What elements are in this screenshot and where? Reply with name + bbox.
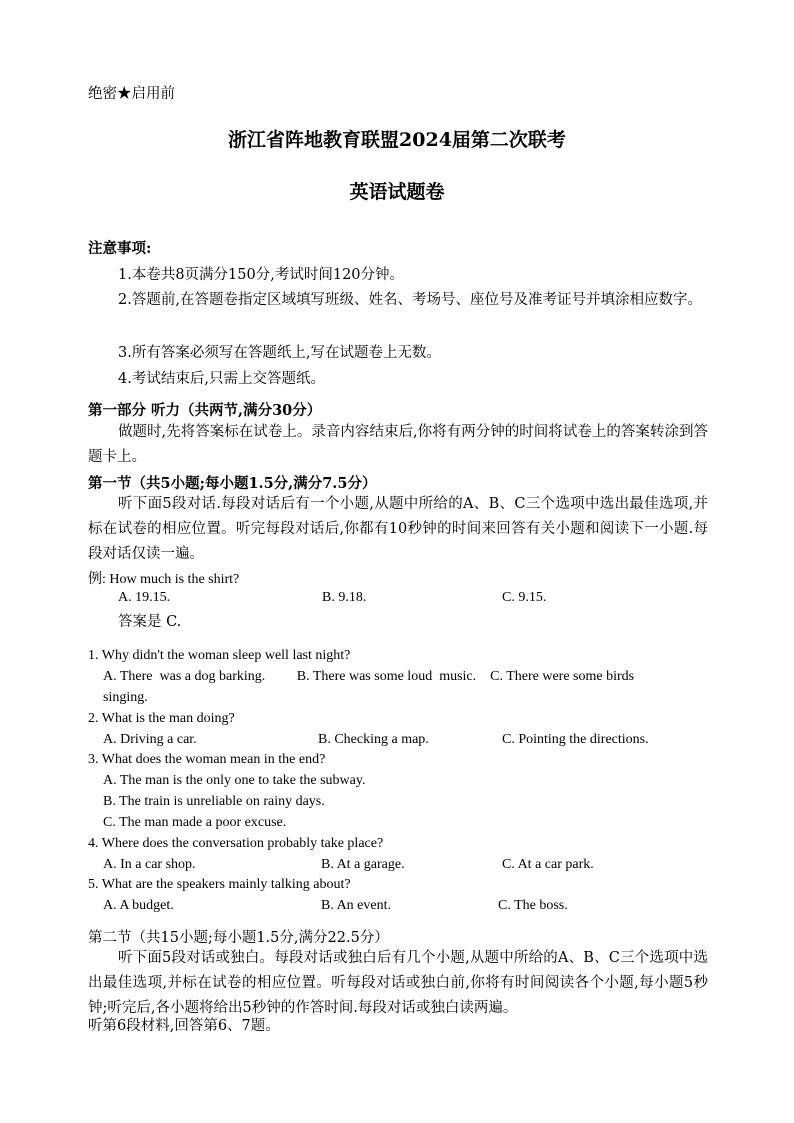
question-5-option-c: C. The boss. [498, 898, 568, 913]
exam-title: 浙江省阵地教育联盟2024届第二次联考 [228, 129, 566, 151]
example-question: 例: How much is the shirt? [88, 572, 240, 587]
question-1: 1. Why didn't the woman sleep well last night? [88, 648, 351, 663]
question-5-option-b: B. An event. [321, 898, 391, 913]
section1-instruction: 听下面5段对话.每段对话后有一个小题,从题中所给的A、B、C三个选项中选出最佳选项,并标在试卷的相应位置。听完每段对话后,你都有10秒钟的时间来回答有关小题和阅读下一小题.每段对话仅读一遍。 [88, 496, 708, 562]
question-2-option-a: A. Driving a car. [103, 732, 197, 747]
notice-item: 4.考试结束后,只需上交答题纸。 [118, 371, 325, 387]
question-4-option-a: A. In a car shop. [103, 857, 196, 872]
question-4-option-c: C. At a car park. [502, 857, 594, 872]
secret-label: 绝密★启用前 [88, 86, 175, 102]
notice-item: 1.本卷共8页满分150分,考试时间120分钟。 [118, 267, 405, 283]
question-3-option-c: C. The man made a poor excuse. [103, 815, 287, 830]
material-note: 听第6段材料,回答第6、7题。 [88, 1018, 280, 1034]
question-1-options: A. There was a dog barking. B. There was some loud music. C. There were some birds [103, 669, 635, 684]
question-5-option-a: A. A budget. [103, 898, 174, 913]
section2-instruction: 听下面5段对话或独白。每段对话或独白后有几个小题,从题中所给的A、B、C三个选项中选出最佳选项,并标在试卷的相应位置。听每段对话或独白前,你将有时间阅读各个小题,每小题5秒钟;听完后,各小题将给出5秒钟的作答时间.每段对话或独白读两遍。 [88, 950, 708, 1016]
example-option-b: B. 9.18. [322, 590, 367, 605]
section2-heading: 第二节（共15小题;每小题1.5分,满分22.5分） [88, 930, 389, 946]
notice-heading: 注意事项: [88, 240, 152, 257]
question-2-option-c: C. Pointing the directions. [502, 732, 649, 747]
question-2-option-b: B. Checking a map. [318, 732, 429, 747]
question-3-option-a: A. The man is the only one to take the subway. [103, 773, 366, 788]
example-answer: 答案是 C. [118, 614, 182, 630]
question-4: 4. Where does the conversation probably take place? [88, 836, 384, 851]
part1-instruction: 做题时,先将答案标在试卷上。录音内容结束后,你将有两分钟的时间将试卷上的答案转涂到答题卡上。 [88, 424, 708, 465]
exam-subtitle: 英语试题卷 [349, 181, 445, 203]
question-3: 3. What does the woman mean in the end? [88, 752, 326, 767]
question-5: 5. What are the speakers mainly talking about? [88, 877, 351, 892]
example-option-a: A. 19.15. [118, 590, 171, 605]
part1-heading: 第一部分 听力（共两节,满分30分） [88, 402, 322, 419]
question-2: 2. What is the man doing? [88, 711, 235, 726]
question-3-option-b: B. The train is unreliable on rainy days. [103, 794, 325, 809]
notice-item: 2.答题前,在答题卷指定区域填写班级、姓名、考场号、座位号及准考证号并填涂相应数字。 [118, 292, 702, 308]
section1-heading: 第一节（共5小题;每小题1.5分,满分7.5分） [88, 475, 377, 492]
question-4-option-b: B. At a garage. [321, 857, 405, 872]
example-option-c: C. 9.15. [502, 590, 547, 605]
question-1-options-cont: singing. [103, 690, 148, 705]
notice-item: 3.所有答案必须写在答题纸上,写在试题卷上无数。 [118, 345, 441, 361]
